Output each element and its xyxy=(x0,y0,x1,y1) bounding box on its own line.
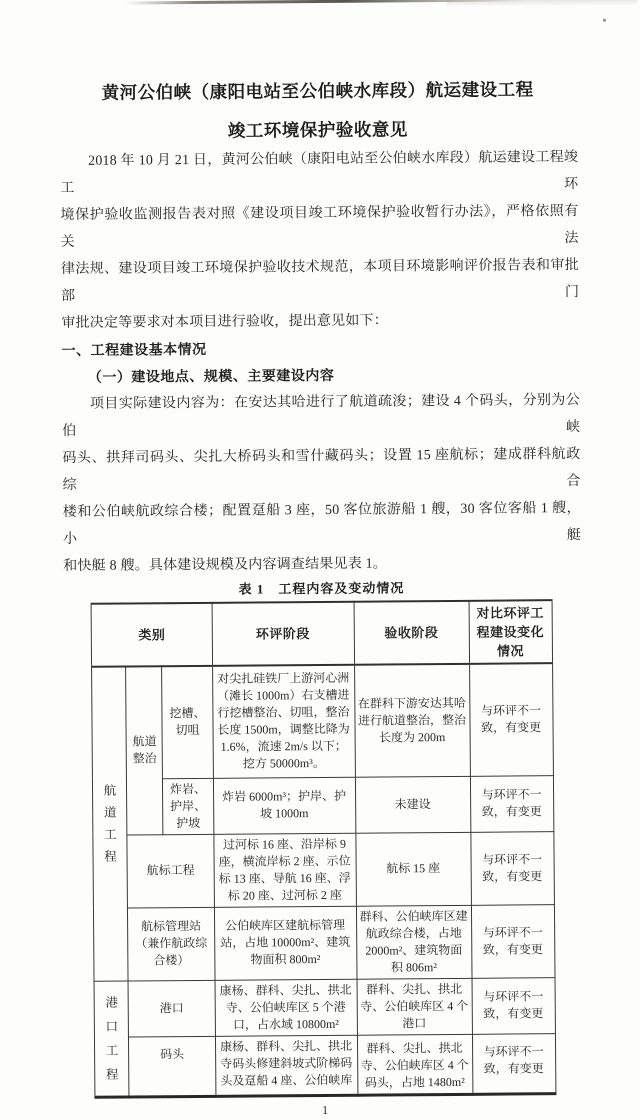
table-title: 表 1 工程内容及变动情况 xyxy=(238,580,405,597)
header-comparison: 对比环评工程建设变化情况 xyxy=(469,600,552,664)
subsection-heading: （一）建设地点、规模、主要建设内容 xyxy=(87,366,335,385)
scan-speck xyxy=(603,19,606,22)
document-title-line1: 黄河公伯峡（康阳电站至公伯峡水库段）航运建设工程 xyxy=(101,79,534,103)
paragraph-line: 2018 年 10 月 21 日，黄河公伯峡（康阳电站至公伯峡水库段）航运建设工程竣工环 xyxy=(60,149,579,197)
section-heading: 一、工程建设基本情况 xyxy=(61,340,207,359)
header-category: 类别 xyxy=(92,603,213,667)
group-channel-regulation: 航道整治 xyxy=(126,666,163,834)
cell-acceptance: 未建设 xyxy=(355,776,470,833)
document-body xyxy=(60,144,581,580)
cell-comparison: 与环评不一致，有变更 xyxy=(470,775,553,832)
cell-eia: 过河标 16 座、沿岸标 9 座，横流岸标 2 座、示位标 13 座、导航 16 座、浮标 20 座、过河标 2 座 xyxy=(213,833,356,907)
cell-subcategory: 码头 xyxy=(129,1036,215,1097)
paragraph-line: 律法规、建设项目竣工环境保护验收技术规范，本项目环境影响评价报告表和审批部门 xyxy=(60,257,580,305)
paragraph-line: 审批决定等要求对本项目进行验收，提出意见如下： xyxy=(61,313,389,332)
table-row xyxy=(95,977,555,1037)
cell-subcategory: 挖槽、切咀 xyxy=(162,666,213,778)
table-row xyxy=(94,904,555,981)
cell-subcategory: 炸岩、护岸、护坡 xyxy=(163,778,213,834)
cell-acceptance: 群科、尖扎、拱北寺、公伯峡库区 4 个码头，占地 1480m² xyxy=(357,1034,472,1095)
table-row-clipped xyxy=(95,1033,555,1097)
cell-subcategory: 航标工程 xyxy=(127,834,214,908)
paragraph-line: 楼和公伯峡航政综合楼；配置趸船 3 座，50 客位旅游船 1 艘，30 客位客船 1 艘，小艇 xyxy=(62,500,582,548)
construction-content-paragraph xyxy=(62,387,581,580)
cell-subcategory: 港口 xyxy=(129,980,215,1037)
header-acceptance-stage: 验收阶段 xyxy=(354,601,469,665)
cell-eia: 康杨、群科、尖扎、拱北寺、公伯峡库区 5 个港口，占水域 10800m² xyxy=(215,979,357,1036)
header-eia-stage: 环评阶段 xyxy=(212,602,354,666)
paragraph-line: 和快艇 8 艘。具体建设规模及内容调查结果见表 1。 xyxy=(63,556,388,575)
table-header-row xyxy=(92,600,553,667)
cell-eia: 公伯峡库区建航标管理站，占地 10000m²、建筑物面积 800m² xyxy=(214,906,357,980)
cell-eia: 对尖扎硅铁厂上游河心洲（滩长 1000m）右支槽进行挖槽整治、切咀，整治长度 1500m，调整比降为 1.6%，流速 2m/s 以下；挖方 50000m³。 xyxy=(212,665,355,778)
group-channel-project: 航道工程 xyxy=(92,667,128,981)
cell-comparison: 与环评不一致，有变更 xyxy=(472,1033,555,1094)
cell-acceptance: 群科、公伯峡库区建航政综合楼，占地 2000m²、建筑物面积 806m² xyxy=(356,905,472,979)
paragraph-line: 境保护验收监测报告表对照《建设项目竣工环境保护验收暂行办法》，严格依照有关法 xyxy=(60,203,579,251)
page-number: 1 xyxy=(321,1102,330,1117)
paragraph-line: 码头、拱拜司码头、尖扎大桥码头和雪什藏码头；设置 15 座航标；建成群科航政综合 xyxy=(62,446,581,494)
cell-acceptance: 群科、尖扎、拱北寺、公伯峡库区 4 个港口 xyxy=(357,978,472,1035)
group-port-project: 港口工程 xyxy=(95,981,130,1097)
cell-eia: 炸岩 6000m³；护岸、护坡 1000m xyxy=(213,777,355,834)
paragraph-line: 项目实际建设内容为：在安达其哈进行了航道疏浚；建设 4 个码头，分别为公伯峡 xyxy=(62,392,581,440)
cell-comparison: 与环评不一致，有变更 xyxy=(470,831,554,905)
cell-comparison: 与环评不一致，有变更 xyxy=(469,663,553,776)
document-title-line2: 竣工环境保护验收意见 xyxy=(227,119,408,141)
cell-comparison: 与环评不一致，有变更 xyxy=(471,904,555,978)
table-row xyxy=(92,663,553,779)
intro-paragraph xyxy=(60,144,579,337)
project-content-change-table xyxy=(91,599,556,1098)
cell-subcategory: 航标管理站（兼作航政综合楼） xyxy=(128,907,215,981)
table-row xyxy=(93,831,554,908)
cell-comparison: 与环评不一致，有变更 xyxy=(472,977,555,1034)
cell-eia: 康杨、群科、尖扎、拱北寺码头修建斜坡式阶梯码头及趸船 4 座、公伯峡库 xyxy=(215,1035,357,1096)
cell-acceptance: 航标 15 座 xyxy=(355,832,471,906)
cell-acceptance: 在群科下游安达其哈进行航道整治，整治长度为 200m xyxy=(354,664,470,777)
